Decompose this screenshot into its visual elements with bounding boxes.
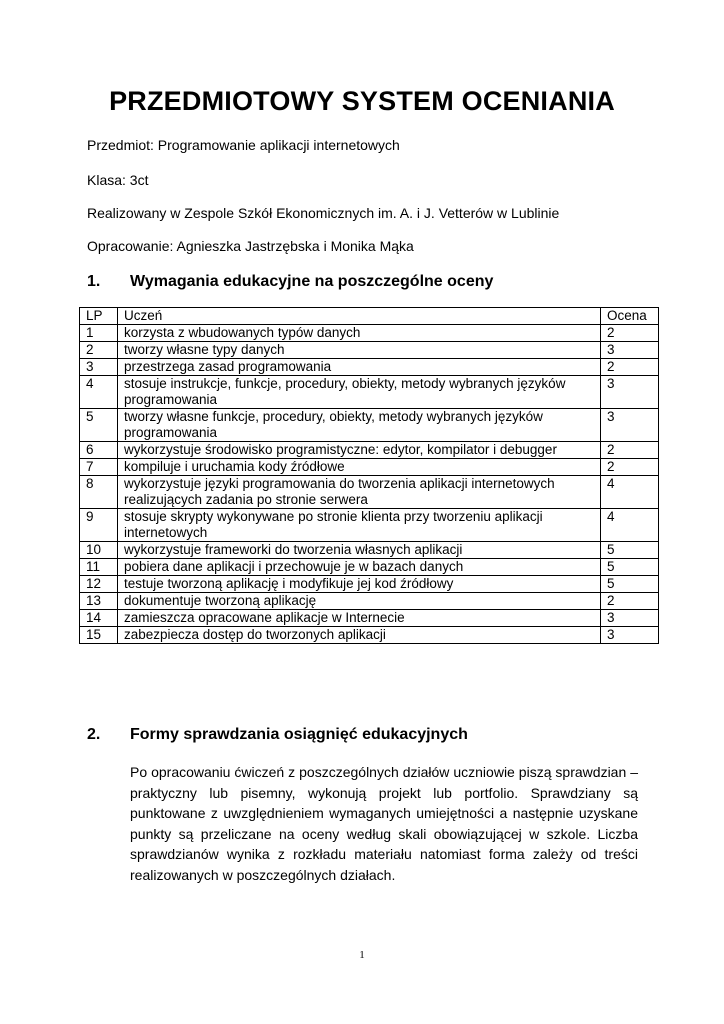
- row-requirement: pobiera dane aplikacji i przechowuje je w bazach danych: [118, 559, 601, 576]
- header-student: Uczeń: [118, 308, 601, 325]
- table-row: [80, 325, 659, 342]
- subject-line: Przedmiot: Programowanie aplikacji internetowych: [87, 137, 400, 153]
- section-2-number: 2.: [87, 726, 101, 743]
- section-1-number: 1.: [87, 273, 101, 290]
- table-row: [80, 559, 659, 576]
- row-lp: 9: [80, 509, 118, 542]
- row-lp: 13: [80, 593, 118, 610]
- row-grade: 5: [601, 576, 659, 593]
- row-requirement: przestrzega zasad programowania: [118, 359, 601, 376]
- row-requirement: zamieszcza opracowane aplikacje w Internecie: [118, 610, 601, 627]
- class-line: Klasa: 3ct: [87, 172, 149, 188]
- row-lp: 1: [80, 325, 118, 342]
- row-lp: 15: [80, 627, 118, 644]
- table-row: [80, 610, 659, 627]
- row-requirement: dokumentuje tworzoną aplikację: [118, 593, 601, 610]
- row-requirement: korzysta z wbudowanych typów danych: [118, 325, 601, 342]
- table-row: [80, 442, 659, 459]
- row-grade: 4: [601, 509, 659, 542]
- row-requirement: wykorzystuje środowisko programistyczne: edytor, kompilator i debugger: [118, 442, 601, 459]
- row-grade: 2: [601, 442, 659, 459]
- header-lp: LP: [80, 308, 118, 325]
- table-row: [80, 476, 659, 509]
- section-2-heading: [87, 726, 468, 744]
- row-lp: 6: [80, 442, 118, 459]
- row-requirement: stosuje skrypty wykonywane po stronie klienta przy tworzeniu aplikacji internetowych: [118, 509, 601, 542]
- row-lp: 8: [80, 476, 118, 509]
- row-grade: 2: [601, 325, 659, 342]
- row-requirement: tworzy własne typy danych: [118, 342, 601, 359]
- table-row: [80, 542, 659, 559]
- row-requirement: stosuje instrukcje, funkcje, procedury, obiekty, metody wybranych języków programowania: [118, 376, 601, 409]
- row-grade: 3: [601, 409, 659, 442]
- row-grade: 5: [601, 559, 659, 576]
- page-number: 1: [359, 949, 365, 961]
- table-row: [80, 509, 659, 542]
- row-requirement: tworzy własne funkcje, procedury, obiekty, metody wybranych języków programowania: [118, 409, 601, 442]
- row-grade: 2: [601, 459, 659, 476]
- row-lp: 11: [80, 559, 118, 576]
- row-grade: 3: [601, 610, 659, 627]
- row-requirement: zabezpiecza dostęp do tworzonych aplikacji: [118, 627, 601, 644]
- row-lp: 7: [80, 459, 118, 476]
- header-grade: Ocena: [601, 308, 659, 325]
- row-grade: 3: [601, 376, 659, 409]
- table-row: [80, 627, 659, 644]
- row-grade: 2: [601, 359, 659, 376]
- table-row: [80, 459, 659, 476]
- row-requirement: kompiluje i uruchamia kody źródłowe: [118, 459, 601, 476]
- table-row: [80, 359, 659, 376]
- row-lp: 2: [80, 342, 118, 359]
- row-lp: 3: [80, 359, 118, 376]
- row-lp: 14: [80, 610, 118, 627]
- row-requirement: wykorzystuje frameworki do tworzenia własnych aplikacji: [118, 542, 601, 559]
- row-grade: 2: [601, 593, 659, 610]
- row-grade: 3: [601, 627, 659, 644]
- assessment-paragraph: Po opracowaniu ćwiczeń z poszczególnych działów uczniowie piszą sprawdzian – praktyczny lub pisemny, wykonują projekt lub portfolio. Sprawdziany są punktowane z uwzględnieniem wymaganych umiejętności a następnie uzyskane punkty są przeliczane na oceny według skali obowiązującej w szkole. Liczba sprawdzianów wynika z rozkładu materiału natomiast forma zależy od treści realizowanych w poszczególnych działach.: [130, 764, 638, 883]
- table-row: [80, 376, 659, 409]
- table-row: [80, 576, 659, 593]
- page-title: PRZEDMIOTOWY SYSTEM OCENIANIA: [109, 86, 615, 116]
- row-lp: 12: [80, 576, 118, 593]
- row-grade: 5: [601, 542, 659, 559]
- section-2-title: Formy sprawdzania osiągnięć edukacyjnych: [130, 726, 468, 743]
- row-requirement: wykorzystuje języki programowania do tworzenia aplikacji internetowych realizujących zadania po stronie serwera: [118, 476, 601, 509]
- section-1-title: Wymagania edukacyjne na poszczególne oceny: [130, 273, 494, 290]
- authors-line: Opracowanie: Agnieszka Jastrzębska i Monika Mąka: [87, 238, 414, 254]
- table-row: [80, 342, 659, 359]
- row-lp: 10: [80, 542, 118, 559]
- table-row: [80, 409, 659, 442]
- row-lp: 4: [80, 376, 118, 409]
- table-row: [80, 593, 659, 610]
- row-lp: 5: [80, 409, 118, 442]
- table-header-row: [80, 308, 659, 325]
- row-grade: 4: [601, 476, 659, 509]
- row-grade: 3: [601, 342, 659, 359]
- school-line: Realizowany w Zespole Szkół Ekonomicznych im. A. i J. Vetterów w Lublinie: [87, 205, 560, 221]
- requirements-table: [79, 307, 659, 644]
- row-requirement: testuje tworzoną aplikację i modyfikuje jej kod źródłowy: [118, 576, 601, 593]
- section-1-heading: [87, 273, 493, 291]
